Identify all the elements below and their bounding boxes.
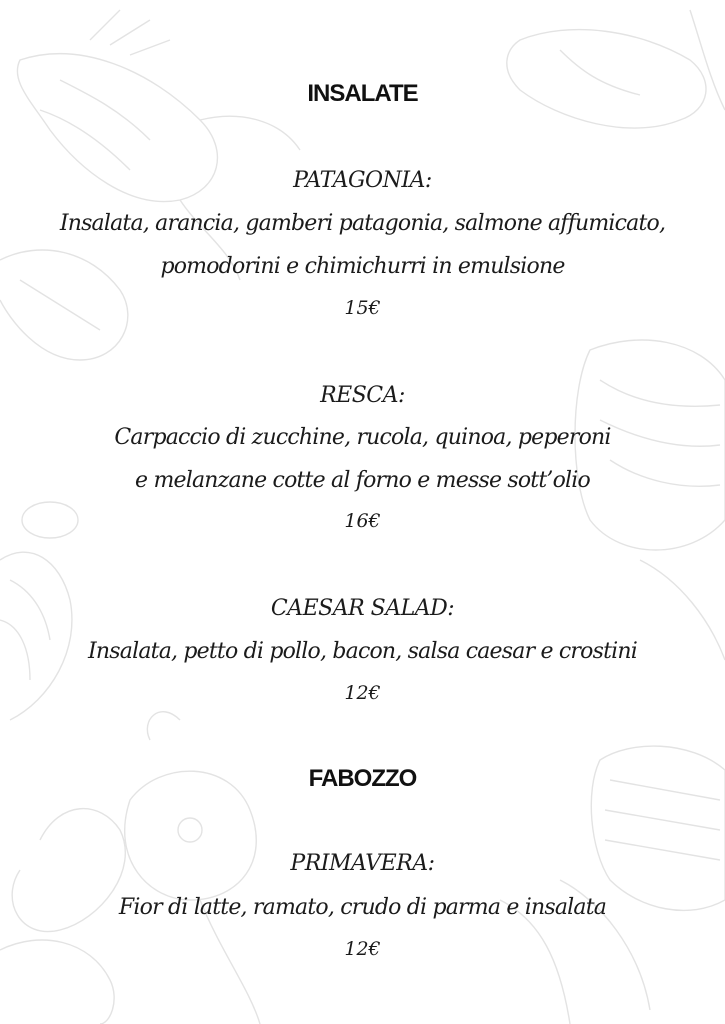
item-name-caesar-salad: CAESAR SALAD: [270, 596, 455, 621]
item-name-resca: RESCA: [320, 383, 405, 408]
item-description-patagonia-line-1: Insalata, arancia, gamberi patagonia, salmone affumicato, [59, 211, 666, 236]
item-description-resca-line-2: e melanzane cotte al forno e messe sott’olio [135, 468, 590, 493]
item-name-primavera: PRIMAVERA: [290, 851, 435, 876]
item-description-resca-line-1: Carpaccio di zucchine, rucola, quinoa, peperoni [114, 425, 611, 450]
item-price-primavera: 12€ [344, 938, 381, 960]
item-name-patagonia: PATAGONIA: [293, 168, 432, 193]
item-price-patagonia: 15€ [344, 297, 381, 319]
section-title-fabozzo: FABOZZO [308, 765, 417, 792]
section-title-insalate: INSALATE [307, 80, 418, 107]
item-description-caesar-salad-line-1: Insalata, petto di pollo, bacon, salsa caesar e crostini [88, 639, 637, 664]
item-description-patagonia-line-2: pomodorini e chimichurri in emulsione [160, 254, 565, 279]
item-price-resca: 16€ [344, 510, 381, 532]
item-price-caesar-salad: 12€ [344, 682, 381, 704]
item-description-primavera-line-1: Fior di latte, ramato, crudo di parma e insalata [118, 895, 607, 920]
